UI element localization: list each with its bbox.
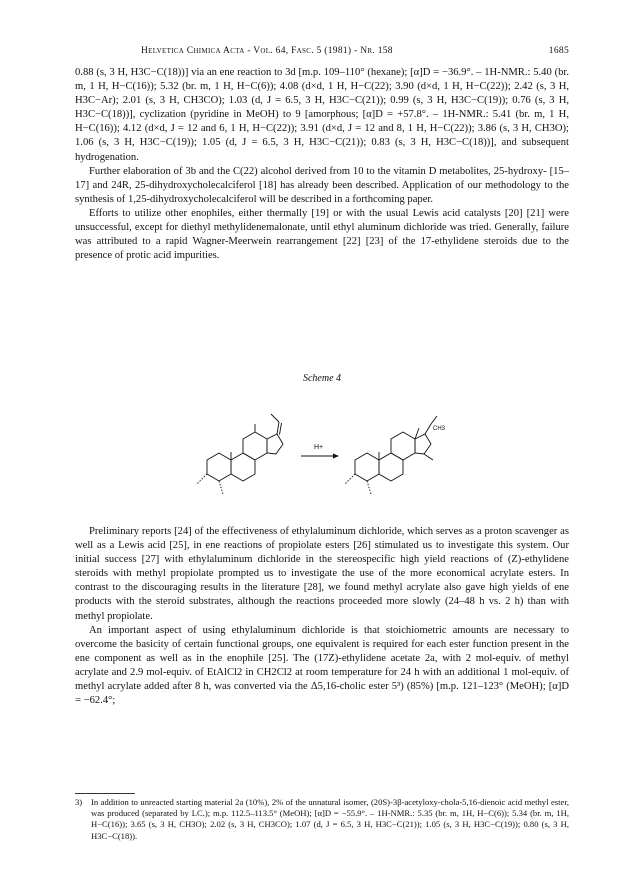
- paragraph-stoichiometry: An important aspect of using ethylaluminum dichloride is that stoichiometric amounts are necessary to overcome the basicity of certain functional groups, one equivalent is required for each ester function present in the ene component as well as in the enophile [25]. The (17Z)-ethylidene acetate 2a, with 2 mol-equiv. of methyl acrylate and 2.9 mol-equiv. of EtAlCl2 in CH2Cl2 at room temperature for 24 h with an additional 1 mol-equiv. of methyl acrylate added after 8 h, was converted via the Δ5,16-cholic ester 5³) (85%) [m.p. 121–123° (MeOH); [α]D = −62.4°;: [75, 624, 569, 707]
- paragraph-nmr-data: 0.88 (s, 3 H, H3C−C(18))] via an ene reaction to 3d [m.p. 109–110° (hexane); [α]D = −36.9°. – 1H-NMR.: 5.40 (br. m, 1 H, H−C(16)); 5.32 (br. m, 1 H, H−C(6)); 4.08 (d×d, 1 H, H−C(22); 3.90 (d×d, 1 H, H−C(22)); 2.42 (s, 3 H, H3C−Ar); 2.01 (s, 3 H, CH3CO); 1.03 (d, J = 6.5, 3 H, H3C−C(21)); 0.99 (s, 3 H, H3C−C(19)); 0.76 (s, 3 H, H3C−C(18))], cyclization (pyridine in MeOH) to 9 [amorphous; [α]D = +57.8°. – 1H-NMR.: 5.41 (br. m, 1 H, H−C(16)); 4.12 (d×d, J = 12 and 6, 1 H, H−C(22)); 3.91 (d×d, J = 12 and 8, 1 H, H−C(22)); 3.86 (s, 3 H, CH3O); 1.06 (s, 3 H, H3C−C(19)); 1.05 (d, J = 6.5, 3 H, H3C−C(21)); 0.83 (s, 3 H, H3C−C(18))], and subsequent hydrogenation.: [75, 67, 569, 163]
- footnote: [75, 797, 569, 842]
- paragraph-ethylaluminum: Preliminary reports [24] of the effectiveness of ethylaluminum dichloride, which serves as a proton scavenger as well as a Lewis acid [25], in ene reactions of propiolate esters [26] stimulated us to investigate this system. Our initial success [27] with ethylaluminum dichloride in the stereospecific high yield reactions of (Z)-ethylidene steroids with methyl propiolate prompted us to investigate the use of the more economical acrylate esters. In contrast to the discouraging results in the literature [28], we found methyl acrylate also gave high yields of ene products with the steroid substrates, although the reactions proceeded more slowly (24–48 h vs. 2 h) than with methyl propiolate.: [75, 526, 569, 622]
- reactant-structure: [197, 414, 283, 494]
- journal-citation: Helvetica Chimica Acta - Vol. 64, Fasc. 5 (1981) - Nr. 158: [141, 46, 393, 56]
- reagent-label: H+: [314, 444, 324, 451]
- methyl-label: CH3: [433, 426, 446, 432]
- reaction-arrow: [301, 444, 339, 459]
- footnote-marker: 3): [75, 797, 83, 807]
- lower-text-block: [75, 525, 569, 708]
- paragraph-enophiles: Efforts to utilize other enophiles, either thermally [19] or with the usual Lewis acid catalysts [20] [21] were unsuccessful, except for diethyl methylidenemalonate, until ethyl aluminum dichloride was tried. Generally, failure was attributed to a rapid Wagner-Meerwein rearrangement [22] [23] of the 17-ethylidene steroids due to the presence of protic acid impurities.: [75, 207, 569, 262]
- article-body: [75, 66, 569, 707]
- scheme-title: Scheme 4: [302, 373, 342, 384]
- running-header: [75, 46, 569, 60]
- scheme-4-reaction-diagram: [193, 390, 451, 510]
- footnote-text: In addition to unreacted starting material 2a (10%), 2% of the unnatural isomer, (20S)-3β-acetyloxy-chola-5,16-dienoic acid methyl ester, was produced (separated by LC.); m.p. 112.5–113.5° (MeOH); [α]D = −55.9°. – 1H-NMR.: 5.35 (br. m, 1H, H−C(6)); 5.34 (br. m, 1H, H−C(16)); 3.65 (s, 3 H, CH3O); 2.02 (s, 3 H, CH3CO); 1.07 (d, J = 6.5, 3 H, H3C−C(21)); 1.05 (s, 3 H, H3C−C(19)); 0.80 (s, 3 H, H3C−C(18)).: [91, 797, 569, 841]
- footnote-divider: [75, 793, 135, 794]
- paragraph-vitamin-d: Further elaboration of 3b and the C(22) alcohol derived from 10 to the vitamin D metabolites, 25-hydroxy- [15–17] and 24R, 25-dihydroxycholecalciferol [18] has already been described. Application of our methodology to the synthesis of 1,25-dihydroxycholecalciferol will be described in a forthcoming paper.: [75, 165, 569, 205]
- product-structure: [345, 416, 437, 494]
- page-number: 1685: [548, 46, 569, 56]
